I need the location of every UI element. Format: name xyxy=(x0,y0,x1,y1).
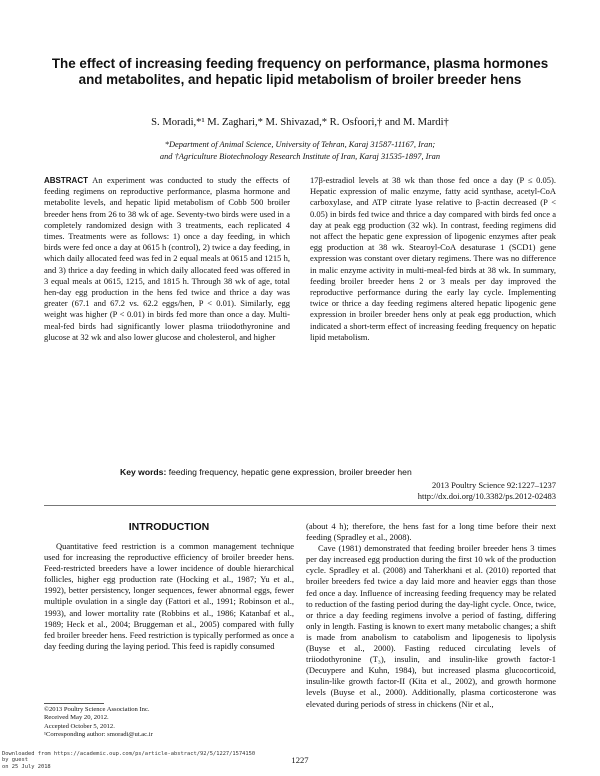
abstract-left-column xyxy=(44,175,290,343)
accepted-date: Accepted October 5, 2012. xyxy=(44,722,115,730)
intro-paragraph-1: Quantitative feed restriction is a common management technique used for increasing the reproductive efficiency of broiler breeder hens. Feed-restricted breeders have a lower incidence of double hierarchical follicles, higher egg production rate (Hocking et al., 1987; Yu et al., 1992), better persistency, longer sequences, fewer abnormal eggs, fewer multiple ovulation in a single day (Fattori et al., 1991; Robinson et al., 1993), and lower mortality rate (Robbins et al., 1986; Katanbaf et al., 1989; Heck et al., 2004; Bruggeman et al., 2005) compared with fully fed broiler breeder hens. Feed restriction is typically performed as once a day feeding during the laying period. This feed is rapidly consumed xyxy=(44,541,294,651)
abstract-right-column xyxy=(310,175,556,343)
affiliations xyxy=(40,139,560,163)
download-watermark: Downloaded from https://academic.oup.com/ps/article-abstract/92/5/1227/1574150 by guest on 25 July 2018 xyxy=(2,751,256,770)
citation-block xyxy=(300,480,556,502)
abstract-label: ABSTRACT xyxy=(44,176,88,185)
received-date: Received May 20, 2012. xyxy=(44,714,109,722)
keywords-label: Key words: xyxy=(120,467,167,477)
corresponding-author: ¹Corresponding author: smoradi@ut.ac.ir xyxy=(44,731,153,739)
footnotes xyxy=(44,706,294,740)
footnote-divider xyxy=(44,703,104,704)
journal-citation: 2013 Poultry Science 92:1227–1237 xyxy=(432,480,556,490)
author-list: S. Moradi,*¹ M. Zaghari,* M. Shivazad,* R. Osfoori,† and M. Mardi† xyxy=(151,117,449,128)
intro-paragraph-2: Cave (1981) demonstrated that feeding broiler breeder hens 3 times per day increased egg production during the first 10 wk of the production cycle. Spradley et al. (2008) and Taherkhani et al. (2010) reported that broiler breeders fed twice a day laid more and heavier eggs than those fed once a day. Influence of increasing feeding frequency may be related to reduction of the fasting period during the day-light cycle. Once, twice, or thrice a day feeding regimens involve a period of fasting, differing only in length. Fasting is known to exert many metabolic changes; a shift is made from anabolism to catabolism and lipogenesis to lipolysis (Buyse et al., 2000). Fasting reduced circulating levels of triiodothyronine (T₃), insulin, and insulin-like growth factor-1 (Decuypere and Kuhn, 1984), but increased plasma glucocorticoid, insulin-like growth factor-II (Kita et al., 2002), and growth hormone levels (Buyse et al., 2000). Additionally, plasma corticosterone was elevated during periods of stress in chickens (Nir et al., xyxy=(306,543,556,709)
section-divider xyxy=(44,505,556,506)
intro-paragraph-continued: (about 4 h); therefore, the hens fast for a long time before their next feeding (Spradley et al., 2008). xyxy=(306,521,556,543)
intro-left-column xyxy=(44,541,294,652)
article-title: The effect of increasing feeding frequency on performance, plasma hormones and metabolites, and hepatic lipid metabolism of broiler breeder hens xyxy=(51,56,549,87)
intro-right-column xyxy=(306,521,556,710)
affiliation-line-1: *Department of Animal Science, University of Tehran, Karaj 31587-11167, Iran; xyxy=(164,140,436,149)
doi-link[interactable]: http://dx.doi.org/10.3382/ps.2012-02483 xyxy=(417,491,556,501)
copyright-note: ©2013 Poultry Science Association Inc. xyxy=(44,706,150,713)
keywords-text: feeding frequency, hepatic gene expression, broiler breeder hen xyxy=(168,467,412,477)
introduction-heading: INTRODUCTION xyxy=(128,521,210,533)
page-number: 1227 xyxy=(291,755,309,765)
abstract-text-right: 17β-estradiol levels at 38 wk than those fed once a day (P ≤ 0.05). Hepatic expression of malic enzyme, fatty acid synthase, acetyl-CoA carboxylase, and ATP citrate lyase relative to β-actin decreased (P < 0.05) in birds fed twice and thrice a day compared with birds fed once a day at peak egg production (32 wk). In contrast, feeding regimens did not affect the hepatic gene expression of lipogenic enzymes after peak egg production at 38 wk. Stearoyl-CoA desaturase 1 (SCD1) gene expression was constant over dietary regimens. There was no difference in malic enzyme activity in multi-meal-fed birds at 38 wk. In summary, feeding broiler breeder hens 2 or 3 meals per day improved the reproductive performance during the early lay cycle. Implementing twice or thrice a day feeding regimens altered hepatic lipogenic gene expression in broiler breeder hens only at peak egg production, which indicated a short-term effect of increasing feeding frequency on hepatic lipid metabolism. xyxy=(310,175,556,342)
abstract-text-left: An experiment was conducted to study the effects of feeding regimens on reproductive performance, plasma hormone and metabolite levels, and hepatic lipid metabolism of Cobb 500 broiler breeder hens from 26 to 38 wk of age. Seventy-two birds were used in a completely randomized design with 3 treatments, each replicated 4 times. Treatments were as follows: 1) once a day feeding, in which birds were fed once a day at 0615 h (control), 2) twice a day feeding, in which daily allocated feed was fed in 2 equal meals at 0615 and 1215 h, and 3) thrice a day feeding in which daily allocated feed was offered in 3 equal meals at 0615, 1215, and 1815 h. Through 38 wk of age, total hen-day egg production in the hens fed twice and thrice a day was greater (67.1 and 67.2 vs. 62.2 eggs/hen, P < 0.01). Similarly, egg weight was higher (P < 0.01) in birds fed more than once a day. Multi-meal-fed birds had significantly lower plasma triiodothyronine and glucose at 32 wk and also lower glucose and cholesterol, and higher xyxy=(44,175,291,342)
keywords xyxy=(120,467,540,477)
affiliation-line-2: and †Agriculture Biotechnology Research Institute of Iran, Karaj 31535-1897, Iran xyxy=(159,152,441,161)
